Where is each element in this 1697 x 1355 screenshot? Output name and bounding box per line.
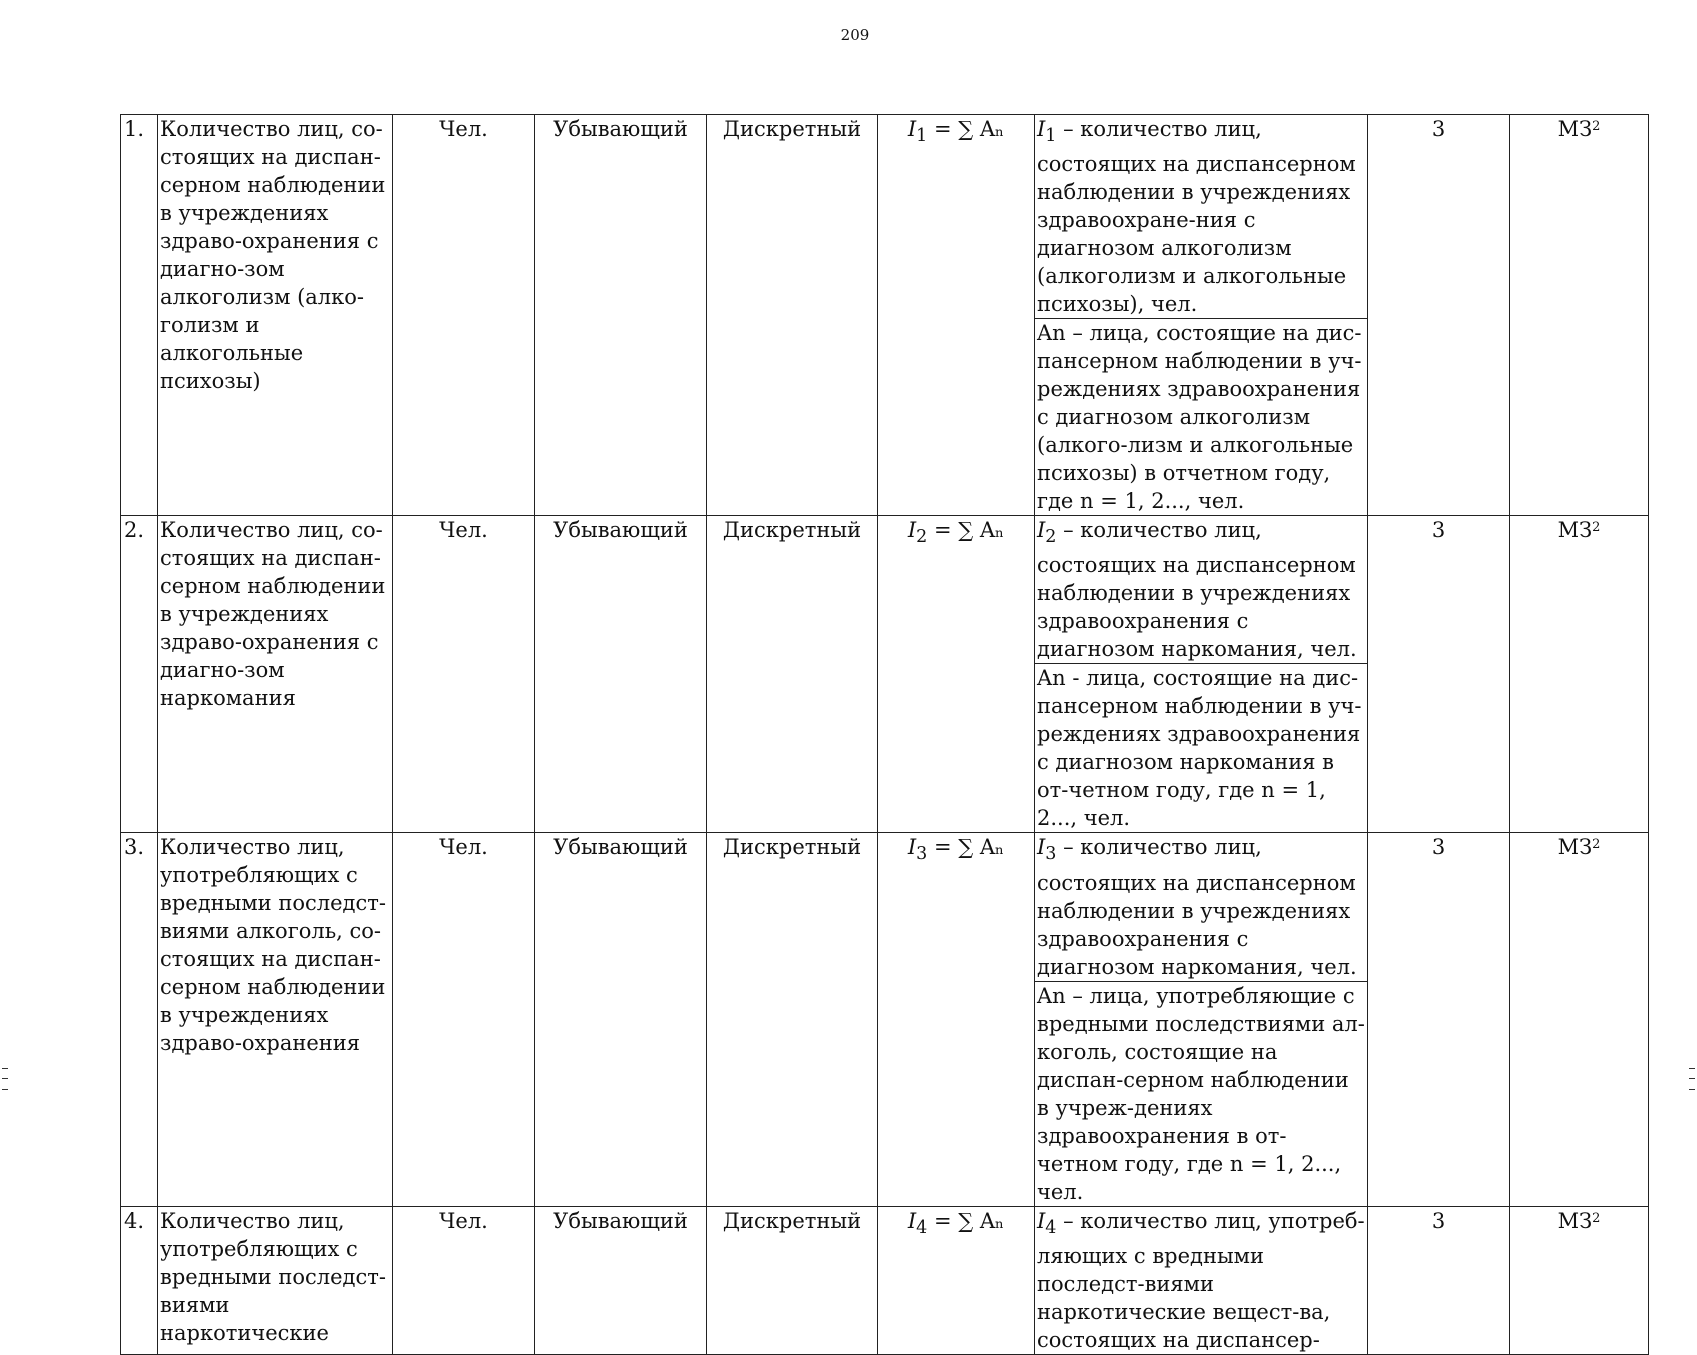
description-cell xyxy=(1035,1206,1368,1354)
trend-cell: Убывающий xyxy=(535,516,707,833)
table-row xyxy=(121,1206,1649,1354)
indicator-name: Количество лиц, употребляющих с вредными последст-виями алкоголь, со-стоящих на диспан-серном наблюдении в учреждениях здраво-охранения xyxy=(158,833,393,1206)
type-cell: Дискретный xyxy=(707,115,878,516)
trend-cell: Убывающий xyxy=(535,833,707,1206)
row-number: 1. xyxy=(121,115,158,516)
description-an: An - лица, состоящие на дис-пансерном наблюдении в уч-реждениях здравоохранения с диагнозом наркомания в от-четном году, где n = 1, 2..., чел. xyxy=(1035,663,1367,832)
frequency-cell: 3 xyxy=(1368,1206,1510,1354)
frequency-cell: 3 xyxy=(1368,833,1510,1206)
description-main: $I_3$ – количество лиц, состоящих на диспансерном наблюдении в учреждениях здравоохранения с диагнозом наркомания, чел. xyxy=(1037,835,1357,979)
indicator-name: Количество лиц, употребляющих с вредными последст-виями наркотические xyxy=(158,1206,393,1354)
binding-marks-right xyxy=(1689,1068,1695,1090)
formula-cell: $I_4$ = ∑ Aₙ xyxy=(878,1206,1035,1354)
table-row xyxy=(121,833,1649,1206)
unit-cell: Чел. xyxy=(393,115,535,516)
description-main: $I_1$ – количество лиц, состоящих на диспансерном наблюдении в учреждениях здравоохране-ния с диагнозом алкоголизм (алкоголизм и алкогольные психозы), чел. xyxy=(1037,117,1356,317)
row-number: 3. xyxy=(121,833,158,1206)
description-cell xyxy=(1035,115,1368,516)
description-main: $I_2$ – количество лиц, состоящих на диспансерном наблюдении в учреждениях здравоохранения с диагнозом наркомания, чел. xyxy=(1037,518,1357,662)
type-cell: Дискретный xyxy=(707,1206,878,1354)
description-main: $I_4$ – количество лиц, употреб-ляющих с вредными последст-виями наркотические вещест-ва, состоящих на диспансер- xyxy=(1037,1208,1365,1352)
row-number: 4. xyxy=(121,1206,158,1354)
indicators-table xyxy=(120,114,1649,1355)
responsible-cell: $МЗ^2$ xyxy=(1510,516,1649,833)
binding-marks-left xyxy=(2,1068,8,1090)
description-cell xyxy=(1035,833,1368,1206)
responsible-cell: $МЗ^2$ xyxy=(1510,115,1649,516)
table-row xyxy=(121,516,1649,833)
table-row xyxy=(121,115,1649,516)
unit-cell: Чел. xyxy=(393,833,535,1206)
responsible-cell: $МЗ^2$ xyxy=(1510,833,1649,1206)
responsible-cell: $МЗ^2$ xyxy=(1510,1206,1649,1354)
unit-cell: Чел. xyxy=(393,516,535,833)
description-an: An – лица, употребляющие с вредными последствиями ал-коголь, состоящие на диспан-серном наблюдении в учреж-дениях здравоохранения в от-четном году, где n = 1, 2..., чел. xyxy=(1035,981,1367,1206)
formula-cell: $I_2$ = ∑ Aₙ xyxy=(878,516,1035,833)
description-cell xyxy=(1035,516,1368,833)
description-an: An – лица, состоящие на дис-пансерном наблюдении в уч-реждениях здравоохранения с диагнозом алкоголизм (алкого-лизм и алкогольные психозы) в отчетном году, где n = 1, 2..., чел. xyxy=(1035,318,1367,515)
row-number: 2. xyxy=(121,516,158,833)
trend-cell: Убывающий xyxy=(535,115,707,516)
type-cell: Дискретный xyxy=(707,833,878,1206)
trend-cell: Убывающий xyxy=(535,1206,707,1354)
indicator-name: Количество лиц, со-стоящих на диспан-серном наблюдении в учреждениях здраво-охранения с диагно-зом наркомания xyxy=(158,516,393,833)
type-cell: Дискретный xyxy=(707,516,878,833)
indicator-name: Количество лиц, со-стоящих на диспан-серном наблюдении в учреждениях здраво-охранения с диагно-зом алкоголизм (алко-голизм и алкогольные психозы) xyxy=(158,115,393,516)
frequency-cell: 3 xyxy=(1368,115,1510,516)
formula-cell: $I_3$ = ∑ Aₙ xyxy=(878,833,1035,1206)
unit-cell: Чел. xyxy=(393,1206,535,1354)
frequency-cell: 3 xyxy=(1368,516,1510,833)
formula-cell: $I_1$ = ∑ Aₙ xyxy=(878,115,1035,516)
page-number: 209 xyxy=(840,26,870,44)
